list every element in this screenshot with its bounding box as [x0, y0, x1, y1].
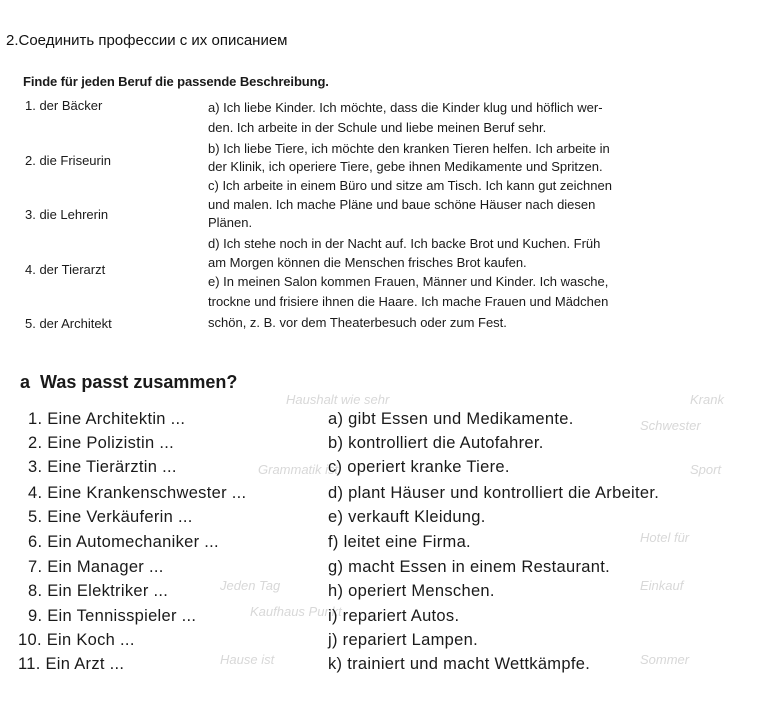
right-item: h) operiert Menschen.	[328, 582, 495, 600]
left-item: 3. Eine Tierärztin ...	[28, 458, 177, 476]
left-item: 4. Eine Krankenschwester ...	[28, 484, 247, 502]
right-item: j) repariert Lampen.	[328, 631, 478, 649]
description-line: b) Ich liebe Tiere, ich möchte den kranken Tieren helfen. Ich arbeite in	[208, 141, 610, 156]
task-title: 2.Соединить профессии с их описанием	[6, 32, 288, 49]
left-item: 8. Ein Elektriker ...	[28, 582, 169, 600]
section1-heading: Finde für jeden Beruf die passende Beschreibung.	[23, 74, 329, 89]
right-item: f) leitet eine Firma.	[328, 533, 471, 551]
description-line: schön, z. B. vor dem Theaterbesuch oder zum Fest.	[208, 315, 507, 330]
left-item: 11. Ein Arzt ...	[18, 655, 125, 673]
profession-item: 4. der Tierarzt	[25, 262, 106, 277]
section2-heading: a Was passt zusammen?	[20, 372, 238, 392]
profession-item: 5. der Architekt	[25, 316, 112, 331]
left-item: 1. Eine Architektin ...	[28, 410, 186, 428]
description-line: a) Ich liebe Kinder. Ich möchte, dass die Kinder klug und höflich wer-	[208, 100, 603, 115]
description-line: trockne und frisiere ihnen die Haare. Ich mache Frauen und Mädchen	[208, 294, 609, 309]
left-item: 10. Ein Koch ...	[18, 631, 135, 649]
description-line: c) Ich arbeite in einem Büro und sitze am Tisch. Ich kann gut zeichnen	[208, 178, 612, 193]
left-item: 9. Ein Tennisspieler ...	[28, 607, 197, 625]
left-item: 7. Ein Manager ...	[28, 558, 164, 576]
left-item: 2. Eine Polizistin ...	[28, 434, 174, 452]
description-line: Plänen.	[208, 215, 253, 230]
right-item: g) macht Essen in einem Restaurant.	[328, 558, 610, 576]
profession-item: 3. die Lehrerin	[25, 207, 109, 222]
right-item: k) trainiert und macht Wettkämpfe.	[328, 655, 591, 673]
right-item: b) kontrolliert die Autofahrer.	[328, 434, 544, 452]
description-line: der Klinik, ich operiere Tiere, gebe ihnen Medikamente und Spritzen.	[208, 159, 603, 174]
right-item: a) gibt Essen und Medikamente.	[328, 410, 574, 428]
left-item: 6. Ein Automechaniker ...	[28, 533, 219, 551]
description-line: den. Ich arbeite in der Schule und liebe meinen Beruf sehr.	[208, 120, 547, 135]
right-item: c) operiert kranke Tiere.	[328, 458, 510, 476]
left-item: 5. Eine Verkäuferin ...	[28, 508, 193, 526]
description-line: d) Ich stehe noch in der Nacht auf. Ich backe Brot und Kuchen. Früh	[208, 236, 601, 251]
right-item: e) verkauft Kleidung.	[328, 508, 486, 526]
description-line: am Morgen können die Menschen frisches Brot kaufen.	[208, 255, 527, 270]
profession-item: 2. die Friseurin	[25, 153, 111, 168]
right-item: i) repariert Autos.	[328, 607, 460, 625]
right-item: d) plant Häuser und kontrolliert die Arbeiter.	[328, 484, 660, 502]
description-line: und malen. Ich mache Pläne und baue schöne Häuser nach diesen	[208, 197, 596, 212]
description-line: e) In meinen Salon kommen Frauen, Männer und Kinder. Ich wasche,	[208, 274, 609, 289]
profession-item: 1. der Bäcker	[25, 98, 103, 113]
